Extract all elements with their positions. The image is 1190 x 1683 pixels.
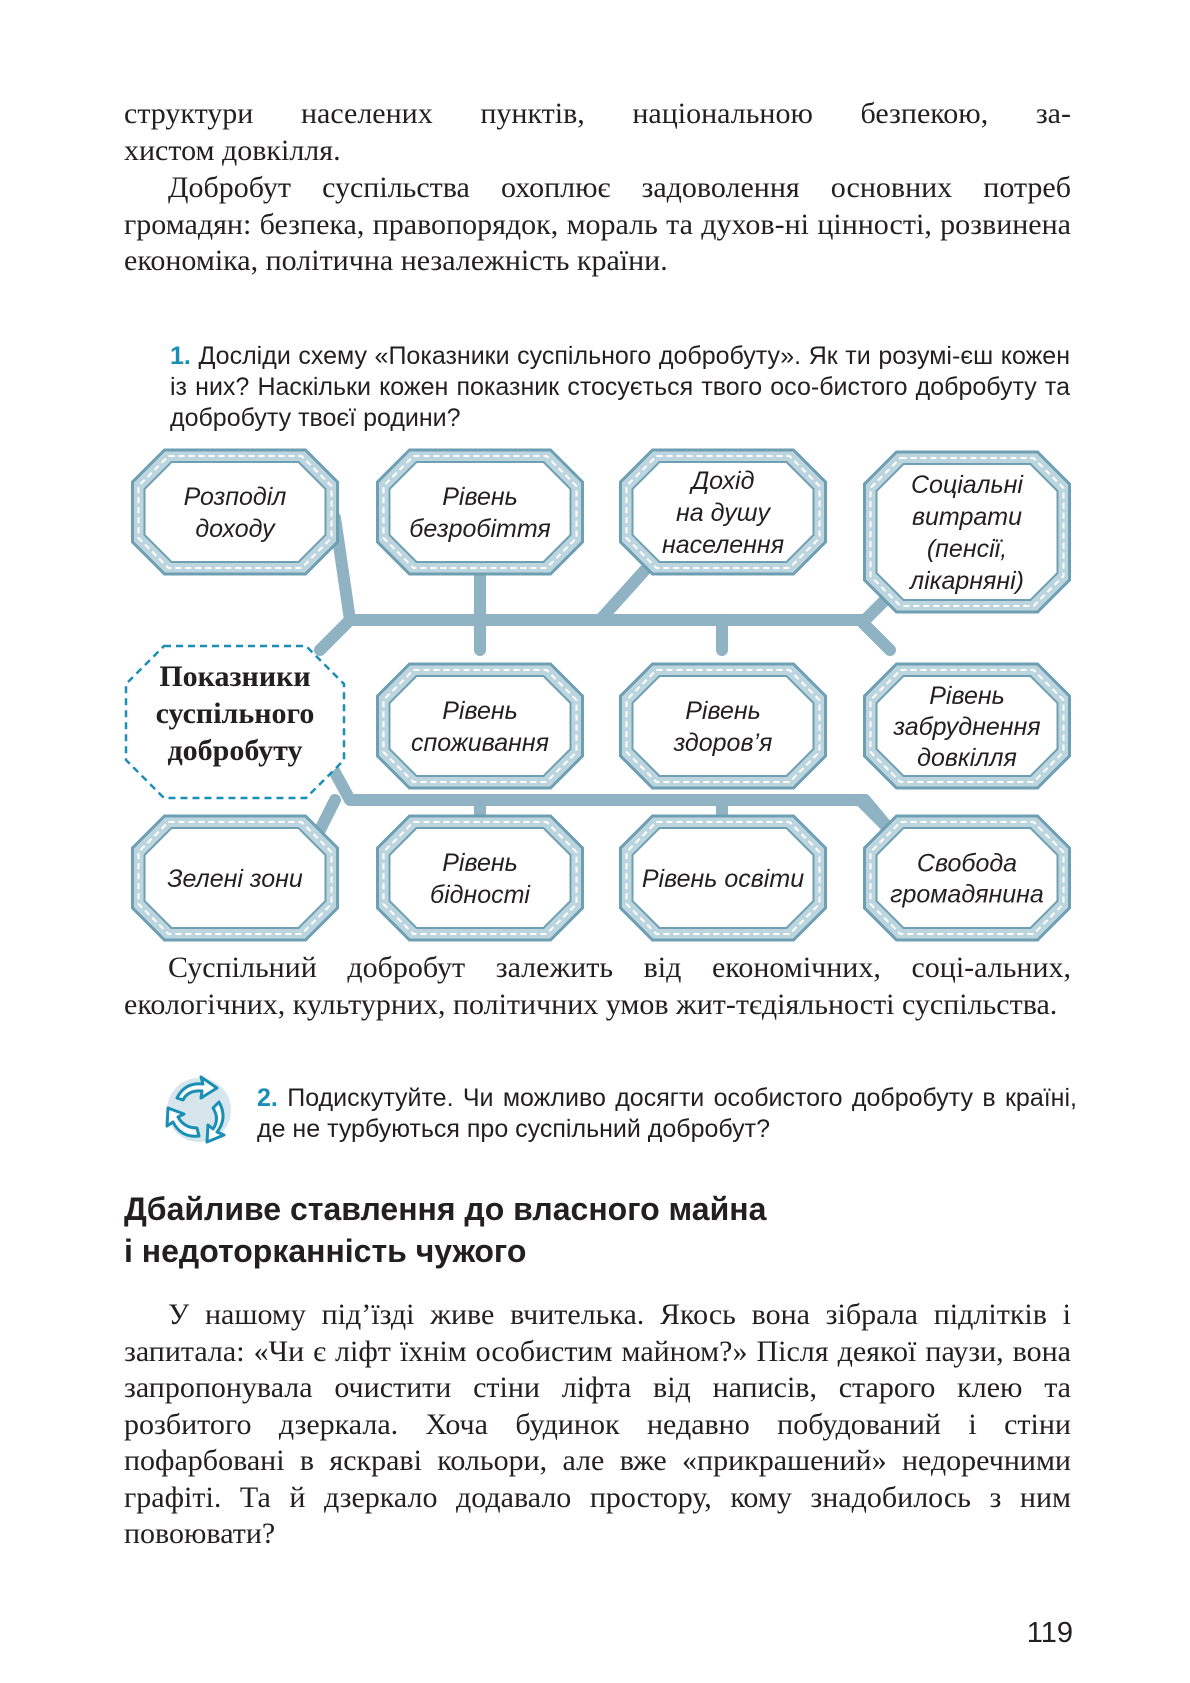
node-income-distribution: [133, 450, 338, 574]
diagram-nodes: [126, 450, 1070, 940]
node-freedom: [865, 816, 1070, 940]
node-consumption: [378, 664, 583, 788]
center-node-label: суспільного: [155, 697, 315, 730]
section-heading-line1: Дбайливе ставлення до власного майна: [124, 1191, 767, 1227]
task-1-number: 1.: [170, 342, 191, 370]
paragraph-story-text: У нашому під’їзді живе вчителька. Якось вона зібрала підлітків і запитала: «Чи є ліфт їхнім особистим майном?» Після деякої паузи, вона запропонувала очистити стіни ліфта від написів, старого клею та розбитого дзеркала. Хоча будинок недавно побудований і стіни пофарбовані в яскраві кольори, але вже «прикрашений» недоречними графіті. Та й дзеркало додавало простору, кому знадобилось з ним повоювати?: [124, 1298, 1071, 1550]
page-number: 119: [1026, 1617, 1073, 1649]
node-poverty-label: Рівень: [442, 849, 518, 877]
section-heading: [124, 1188, 1024, 1272]
center-node: [126, 646, 344, 798]
connector-line-7: [860, 620, 890, 650]
node-health-label: Рівень: [685, 697, 761, 725]
node-pollution-label: забруднення: [893, 713, 1041, 741]
node-income-per-capita: [621, 450, 826, 574]
node-income-per-capita-label: Дохід: [691, 467, 755, 495]
node-green-zones-label: Зелені зони: [167, 865, 303, 893]
node-social-spending-label: витрати: [911, 503, 1023, 531]
node-consumption-label: споживання: [411, 729, 549, 757]
node-education-label: Рівень освіти: [641, 865, 805, 893]
node-education: [621, 816, 826, 940]
paragraph-dependency-text: Суспільний добробут залежить від економічних, соці-альних, екологічних, культурних, політичних умов жит-тєдіяльності суспільства.: [124, 951, 1071, 1021]
node-social-spending-label: Соціальні: [911, 471, 1023, 499]
section-heading-line2: і недоторканність чужого: [124, 1233, 527, 1269]
node-freedom-label: Свобода: [916, 849, 1018, 878]
node-pollution: [865, 664, 1070, 788]
node-social-spending: [865, 452, 1070, 612]
task-1-text: Досліди схему «Показники суспільного добробуту». Як ти розумі-єш кожен із них? Наскільки кожен показник стосується твого осо-бистого добробуту та добробуту твоєї родини?: [170, 342, 1070, 432]
node-social-spending-label: лікарняні): [909, 567, 1025, 595]
node-poverty: [378, 816, 583, 940]
paragraph-intro-line2: хистом довкілля.: [124, 133, 341, 167]
node-income-per-capita-label: на душу: [676, 499, 770, 527]
connector-line-5: [600, 570, 645, 620]
node-freedom-label: громадянина: [890, 880, 1044, 909]
node-pollution-label: довкілля: [917, 744, 1017, 772]
paragraph-dependency: [124, 950, 1071, 1023]
center-node-label: добробуту: [167, 734, 303, 767]
connector-line-8: [320, 800, 335, 830]
task-2: [257, 1083, 1077, 1145]
paragraph-story: [124, 1297, 1071, 1553]
node-poverty-label: бідності: [430, 881, 530, 909]
node-income-distribution-label: доходу: [195, 515, 275, 543]
node-green-zones: [133, 816, 338, 940]
paragraph-wellbeing-text: Добробут суспільства охоплює задоволення основних потреб громадян: безпека, правопорядок, мораль та духов-ні цінності, розвинена економіка, політична незалежність країни.: [124, 171, 1071, 277]
node-income-per-capita-label: населення: [661, 531, 785, 559]
paragraph-intro-line1: структури населених пунктів, національною безпекою, за-: [124, 97, 1071, 130]
node-pollution-label: Рівень: [929, 682, 1005, 710]
node-unemployment-label: безробіття: [409, 515, 551, 543]
node-consumption-label: Рівень: [442, 697, 518, 725]
task-2-number: 2.: [257, 1084, 278, 1112]
node-health: [621, 664, 826, 788]
node-unemployment-label: Рівень: [442, 483, 518, 511]
discussion-arrows-icon: [155, 1070, 237, 1152]
node-social-spending-label: (пенсії,: [926, 535, 1008, 563]
task-2-text: Подискутуйте. Чи можливо досягти особистого добробуту в країні, де не турбуються про суспільний добробут?: [257, 1084, 1077, 1143]
node-health-label: здоров’я: [673, 729, 773, 757]
center-node-label: Показники: [159, 660, 311, 693]
node-income-distribution-label: Розподіл: [183, 483, 287, 511]
node-unemployment: [378, 450, 583, 574]
